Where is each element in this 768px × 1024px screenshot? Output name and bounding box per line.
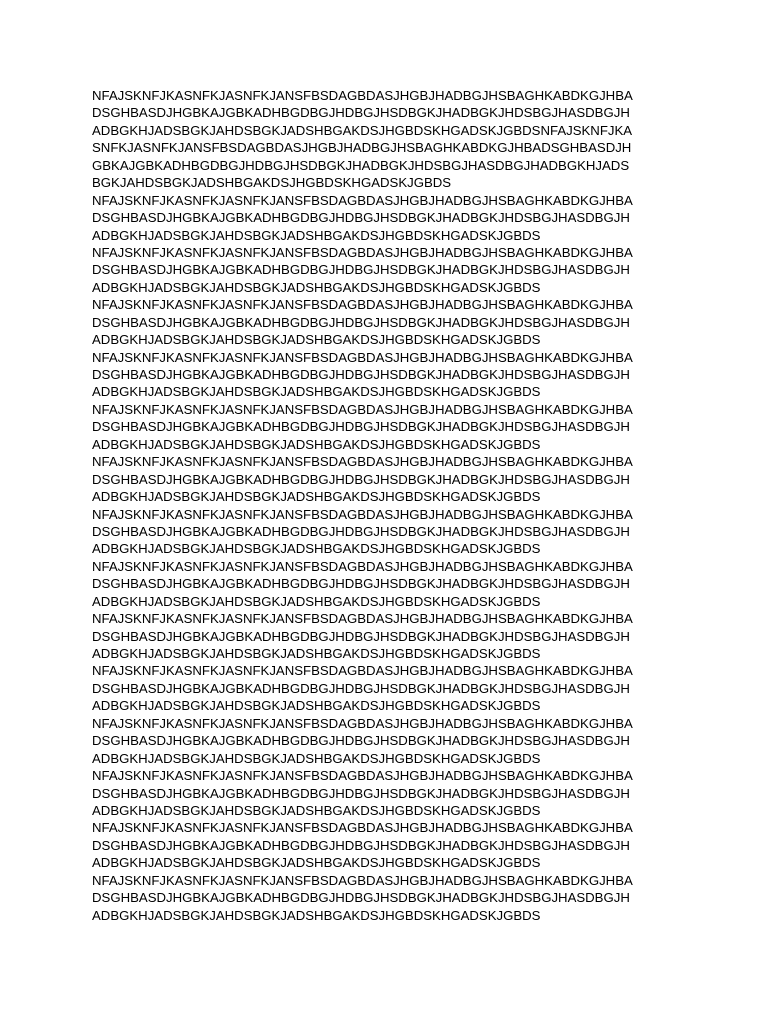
text-line: ADBGKHJADSBGKJAHDSBGKJADSHBGAKDSJHGBDSKHGADSKJGBDS [92,436,541,452]
text-line: NFAJSKNFJKASNFKJASNFKJANSFBSDAGBDASJHGBJHADBGJHSBAGHKABDKGJHBA [92,768,633,784]
text-line: NFAJSKNFJKASNFKJASNFKJANSFBSDAGBDASJHGBJHADBGJHSBAGHKABDKGJHBA [92,297,633,313]
text-line: DSGHBASDJHGBKAJGBKADHBGDBGJHDBGJHSDBGKJHADBGKJHDSBGJHASDBGJH [92,680,630,696]
text-line: BGKJAHDSBGKJADSHBGAKDSJHGBDSKHGADSKJGBDS [92,175,452,191]
text-line: NFAJSKNFJKASNFKJASNFKJANSFBSDAGBDASJHGBJHADBGJHSBAGHKABDKGJHBA [92,454,633,470]
text-line: DSGHBASDJHGBKAJGBKADHBGDBGJHDBGJHSDBGKJHADBGKJHDSBGJHASDBGJH [92,367,630,382]
text-line: ADBGKHJADSBGKJAHDSBGKJADSHBGAKDSJHGBDSKHGADSKJGBDS [92,227,541,243]
text-line: ADBGKHJADSBGKJAHDSBGKJADSHBGAKDSJHGBDSKHGADSKJGBDS [92,593,541,609]
text-line: GBKAJGBKADHBGDBGJHDBGJHSDBGKJHADBGKJHDSBGJHASDBGJHADBGKHJADS [92,157,630,173]
text-line: ADBGKHJADSBGKJAHDSBGKJADSHBGAKDSJHGBDSKHGADSKJGBDS [92,750,541,766]
text-line: NFAJSKNFJKASNFKJASNFKJANSFBSDAGBDASJHGBJHADBGJHSBAGHKABDKGJHBA [92,715,633,731]
text-line: ADBGKHJADSBGKJAHDSBGKJADSHBGAKDSJHGBDSKHGADSKJGBDS [92,279,541,295]
text-line: ADBGKHJADSBGKJAHDSBGKJADSHBGAKDSJHGBDSKHGADSKJGBDS [92,384,541,400]
text-line: DSGHBASDJHGBKAJGBKADHBGDBGJHDBGJHSDBGKJHADBGKJHDSBGJHASDBGJH [92,890,630,906]
text-line: DSGHBASDJHGBKAJGBKADHBGDBGJHDBGJHSDBGKJHADBGKJHDSBGJHASDBGJH [92,419,630,435]
text-line: SNFKJASNFKJANSFBSDAGBDASJHGBJHADBGJHSBAGHKABDKGJHBADSGHBASDJH [92,140,632,156]
text-line: NFAJSKNFJKASNFKJASNFKJANSFBSDAGBDASJHGBJHADBGJHSBAGHKABDKGJHBA [92,192,633,208]
text-line: DSGHBASDJHGBKAJGBKADHBGDBGJHDBGJHSDBGKJHADBGKJHDSBGJHASDBGJH [92,471,630,487]
text-line: NFAJSKNFJKASNFKJASNFKJANSFBSDAGBDASJHGBJHADBGJHSBAGHKABDKGJHBA [92,244,633,260]
text-line: DSGHBASDJHGBKAJGBKADHBGDBGJHDBGJHSDBGKJHADBGKJHDSBGJHASDBGJH [92,628,630,644]
text-line: DSGHBASDJHGBKAJGBKADHBGDBGJHDBGJHSDBGKJHADBGKJHDSBGJHASDBGJH [92,105,630,121]
text-line: ADBGKHJADSBGKJAHDSBGKJADSHBGAKDSJHGBDSKHGADSKJGBDS [92,541,541,557]
text-line: DSGHBASDJHGBKAJGBKADHBGDBGJHDBGJHSDBGKJHADBGKJHDSBGJHASDBGJH [92,785,630,801]
text-line: ADBGKHJADSBGKJAHDSBGKJADSHBGAKDSJHGBDSKHGADSKJGBDS [92,855,541,871]
text-line: ADBGKHJADSBGKJAHDSBGKJADSHBGAKDSJHGBDSKHGADSKJGBDS [92,907,541,923]
text-line: NFAJSKNFJKASNFKJASNFKJANSFBSDAGBDASJHGBJHADBGJHSBAGHKABDKGJHBA [92,88,633,103]
text-line: DSGHBASDJHGBKAJGBKADHBGDBGJHDBGJHSDBGKJHADBGKJHDSBGJHASDBGJH [92,523,630,539]
text-line: DSGHBASDJHGBKAJGBKADHBGDBGJHDBGJHSDBGKJHADBGKJHDSBGJHASDBGJH [92,210,630,226]
text-line: NFAJSKNFJKASNFKJASNFKJANSFBSDAGBDASJHGBJHADBGJHSBAGHKABDKGJHBA [92,820,633,836]
text-line: NFAJSKNFJKASNFKJASNFKJANSFBSDAGBDASJHGBJHADBGJHSBAGHKABDKGJHBA [92,401,633,417]
text-line: ADBGKHJADSBGKJAHDSBGKJADSHBGAKDSJHGBDSKHGADSKJGBDS [92,489,541,505]
text-line: DSGHBASDJHGBKAJGBKADHBGDBGJHDBGJHSDBGKJHADBGKJHDSBGJHASDBGJH [92,576,630,592]
text-line: NFAJSKNFJKASNFKJASNFKJANSFBSDAGBDASJHGBJHADBGJHSBAGHKABDKGJHBA [92,558,633,574]
text-line: ADBGKHJADSBGKJAHDSBGKJADSHBGAKDSJHGBDSKHGADSKJGBDSNFAJSKNFJKA [92,122,633,138]
text-line: ADBGKHJADSBGKJAHDSBGKJADSHBGAKDSJHGBDSKHGADSKJGBDS [92,802,541,818]
text-line: ADBGKHJADSBGKJAHDSBGKJADSHBGAKDSJHGBDSKHGADSKJGBDS [92,698,541,714]
text-line: NFAJSKNFJKASNFKJASNFKJANSFBSDAGBDASJHGBJHADBGJHSBAGHKABDKGJHBA [92,349,633,365]
body-text [92,87,692,924]
text-line: ADBGKHJADSBGKJAHDSBGKJADSHBGAKDSJHGBDSKHGADSKJGBDS [92,646,541,661]
text-line: DSGHBASDJHGBKAJGBKADHBGDBGJHDBGJHSDBGKJHADBGKJHDSBGJHASDBGJH [92,262,630,278]
text-line: NFAJSKNFJKASNFKJASNFKJANSFBSDAGBDASJHGBJHADBGJHSBAGHKABDKGJHBA [92,872,633,888]
text-line: NFAJSKNFJKASNFKJASNFKJANSFBSDAGBDASJHGBJHADBGJHSBAGHKABDKGJHBA [92,611,633,627]
text-line: NFAJSKNFJKASNFKJASNFKJANSFBSDAGBDASJHGBJHADBGJHSBAGHKABDKGJHBA [92,506,633,522]
text-line: DSGHBASDJHGBKAJGBKADHBGDBGJHDBGJHSDBGKJHADBGKJHDSBGJHASDBGJH [92,314,630,330]
text-line: DSGHBASDJHGBKAJGBKADHBGDBGJHDBGJHSDBGKJHADBGKJHDSBGJHASDBGJH [92,733,630,749]
text-line: DSGHBASDJHGBKAJGBKADHBGDBGJHDBGJHSDBGKJHADBGKJHDSBGJHASDBGJH [92,837,630,853]
text-line: NFAJSKNFJKASNFKJASNFKJANSFBSDAGBDASJHGBJHADBGJHSBAGHKABDKGJHBA [92,663,633,679]
text-line: ADBGKHJADSBGKJAHDSBGKJADSHBGAKDSJHGBDSKHGADSKJGBDS [92,332,541,348]
